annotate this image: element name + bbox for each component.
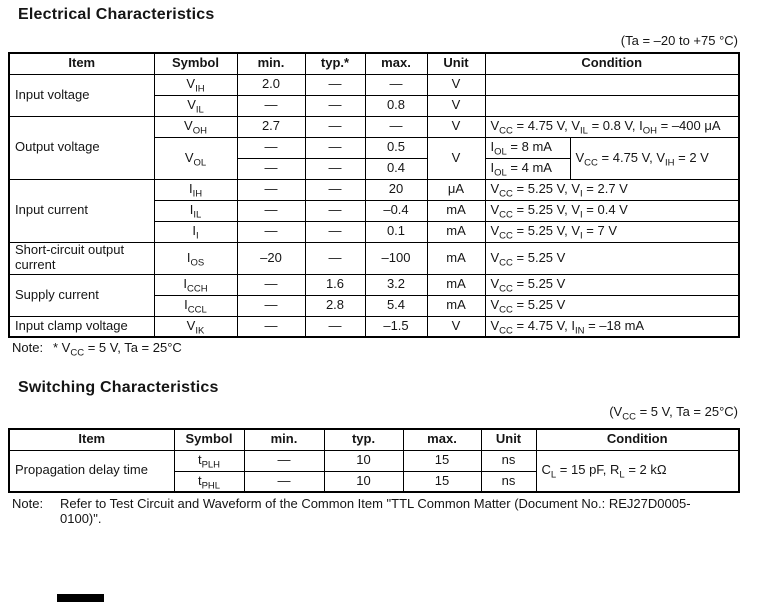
- cell-vol2-typ: —: [305, 158, 365, 179]
- col-header-min: min.: [237, 53, 305, 74]
- cell-propdelay-condition: $C_L = 15$ pF, $R_L = 2$ kΩ: [536, 450, 739, 492]
- cell-iccl-typ: 2.8: [305, 295, 365, 316]
- cell-iih-typ: —: [305, 179, 365, 200]
- cell-vil-condition: [485, 95, 739, 116]
- cell-icch-unit: mA: [427, 274, 485, 295]
- electrical-temp-condition: (Ta = –20 to +75 °C): [620, 33, 738, 48]
- col-header-max: max.: [403, 429, 481, 450]
- cell-voh-max: —: [365, 116, 427, 137]
- cell-vik-symbol: $V_{IK}$: [154, 316, 237, 337]
- note-label: Note:: [12, 496, 44, 511]
- footer-logo-fragment: [57, 594, 104, 602]
- cell-tphl-typ: 10: [324, 471, 403, 492]
- cell-tplh-min: —: [244, 450, 324, 471]
- cell-tphl-min: —: [244, 471, 324, 492]
- cell-vik-max: –1.5: [365, 316, 427, 337]
- cell-vol-symbol: $V_{OL}$: [154, 137, 237, 179]
- cell-voh-condition: $V_{CC} = 4.75$ V, $V_{IL} = 0.8$ V, $I_{OH} = -400$ μA: [485, 116, 739, 137]
- cell-ios-typ: —: [305, 242, 365, 274]
- cell-voh-typ: —: [305, 116, 365, 137]
- cell-icch-max: 3.2: [365, 274, 427, 295]
- table-row: [9, 274, 739, 295]
- item-output-voltage: Output voltage: [9, 116, 154, 179]
- cell-tphl-max: 15: [403, 471, 481, 492]
- cell-iil-condition: $V_{CC} = 5.25$ V, $V_I = 0.4$ V: [485, 200, 739, 221]
- cell-vil-unit: V: [427, 95, 485, 116]
- table-row: [9, 116, 739, 137]
- col-header-symbol: Symbol: [154, 53, 237, 74]
- col-header-item: Item: [9, 429, 174, 450]
- col-header-typ: typ.*: [305, 53, 365, 74]
- item-input-current: Input current: [9, 179, 154, 242]
- cell-ios-max: –100: [365, 242, 427, 274]
- cell-vil-min: —: [237, 95, 305, 116]
- cell-iil-max: –0.4: [365, 200, 427, 221]
- cell-iil-min: —: [237, 200, 305, 221]
- switching-section-title: Switching Characteristics: [18, 379, 219, 396]
- cell-iccl-unit: mA: [427, 295, 485, 316]
- col-header-item: Item: [9, 53, 154, 74]
- cell-vol-unit: V: [427, 137, 485, 179]
- cell-tplh-max: 15: [403, 450, 481, 471]
- cell-iccl-min: —: [237, 295, 305, 316]
- cell-tphl-symbol: $t_{PHL}$: [174, 471, 244, 492]
- cell-vil-symbol: $V_{IL}$: [154, 95, 237, 116]
- cell-iccl-symbol: $I_{CCL}$: [154, 295, 237, 316]
- table-row: [9, 316, 739, 337]
- table-row: [9, 242, 739, 274]
- cell-vih-typ: —: [305, 74, 365, 95]
- note-text-line2: 0100)".: [60, 511, 102, 527]
- cell-icch-condition: $V_{CC} = 5.25$ V: [485, 274, 739, 295]
- cell-ii-symbol: $I_I$: [154, 221, 237, 242]
- cell-ios-min: –20: [237, 242, 305, 274]
- cell-vik-typ: —: [305, 316, 365, 337]
- cell-vik-min: —: [237, 316, 305, 337]
- cell-iil-symbol: $I_{IL}$: [154, 200, 237, 221]
- cell-iccl-max: 5.4: [365, 295, 427, 316]
- cell-vol1-condition-left: $I_{OL} = 8$ mA: [485, 137, 570, 158]
- cell-vol2-condition-left: $I_{OL} = 4$ mA: [485, 158, 570, 179]
- cell-vol-condition-right: $V_{CC} = 4.75$ V, $V_{IH} = 2$ V: [570, 137, 739, 179]
- cell-icch-symbol: $I_{CCH}$: [154, 274, 237, 295]
- electrical-note: [12, 340, 182, 359]
- cell-voh-symbol: $V_{OH}$: [154, 116, 237, 137]
- cell-ii-typ: —: [305, 221, 365, 242]
- switching-characteristics-table: [8, 428, 740, 493]
- cell-voh-unit: V: [427, 116, 485, 137]
- cell-vil-max: 0.8: [365, 95, 427, 116]
- col-header-symbol: Symbol: [174, 429, 244, 450]
- cell-ii-unit: mA: [427, 221, 485, 242]
- cell-tphl-unit: ns: [481, 471, 536, 492]
- cell-iih-symbol: $I_{IH}$: [154, 179, 237, 200]
- cell-ios-condition: $V_{CC} = 5.25$ V: [485, 242, 739, 274]
- col-header-unit: Unit: [481, 429, 536, 450]
- note-text-line1: Refer to Test Circuit and Waveform of the Common Item "TTL Common Matter (Document No.: REJ27D0005-: [60, 496, 691, 511]
- cell-vih-unit: V: [427, 74, 485, 95]
- cell-ios-symbol: $I_{OS}$: [154, 242, 237, 274]
- cell-vih-symbol: $V_{IH}$: [154, 74, 237, 95]
- item-input-clamp-voltage: Input clamp voltage: [9, 316, 154, 337]
- cell-iih-min: —: [237, 179, 305, 200]
- cell-vik-unit: V: [427, 316, 485, 337]
- switching-note: [12, 496, 691, 527]
- item-input-voltage: Input voltage: [9, 74, 154, 116]
- table-row: [9, 179, 739, 200]
- cell-icch-typ: 1.6: [305, 274, 365, 295]
- table-row: [9, 450, 739, 471]
- item-propagation-delay-time: Propagation delay time: [9, 450, 174, 492]
- cell-vih-min: 2.0: [237, 74, 305, 95]
- cell-voh-min: 2.7: [237, 116, 305, 137]
- col-header-unit: Unit: [427, 53, 485, 74]
- cell-tplh-unit: ns: [481, 450, 536, 471]
- cell-iih-unit: μA: [427, 179, 485, 200]
- cell-vol1-min: —: [237, 137, 305, 158]
- cell-tplh-symbol: $t_{PLH}$: [174, 450, 244, 471]
- electrical-characteristics-table: [8, 52, 740, 338]
- note-text: [60, 496, 691, 527]
- item-supply-current: Supply current: [9, 274, 154, 316]
- cell-iih-condition: $V_{CC} = 5.25$ V, $V_I = 2.7$ V: [485, 179, 739, 200]
- table-row: [9, 74, 739, 95]
- note-text: * $V_{CC} = 5$ V, Ta = 25°C: [53, 340, 182, 359]
- col-header-typ: typ.: [324, 429, 403, 450]
- cell-vol1-typ: —: [305, 137, 365, 158]
- col-header-max: max.: [365, 53, 427, 74]
- col-header-condition: Condition: [485, 53, 739, 74]
- cell-vol2-min: —: [237, 158, 305, 179]
- cell-ii-min: —: [237, 221, 305, 242]
- header-row: [9, 53, 739, 74]
- cell-ii-condition: $V_{CC} = 5.25$ V, $V_I = 7$ V: [485, 221, 739, 242]
- cell-iih-max: 20: [365, 179, 427, 200]
- cell-tplh-typ: 10: [324, 450, 403, 471]
- item-short-circuit-output-current: Short-circuit output current: [9, 242, 154, 274]
- cell-vih-max: —: [365, 74, 427, 95]
- cell-vol2-max: 0.4: [365, 158, 427, 179]
- note-label: Note:: [12, 340, 44, 355]
- col-header-condition: Condition: [536, 429, 739, 450]
- cell-vik-condition: $V_{CC} = 4.75$ V, $I_{IN} = -18$ mA: [485, 316, 739, 337]
- electrical-section-title: Electrical Characteristics: [18, 6, 215, 23]
- col-header-min: min.: [244, 429, 324, 450]
- header-row: [9, 429, 739, 450]
- cell-vih-condition: [485, 74, 739, 95]
- cell-icch-min: —: [237, 274, 305, 295]
- cell-iccl-condition: $V_{CC} = 5.25$ V: [485, 295, 739, 316]
- cell-ios-unit: mA: [427, 242, 485, 274]
- switching-temp-condition: ($V_{CC} = 5$ V, Ta = 25°C): [609, 404, 738, 423]
- cell-vol1-max: 0.5: [365, 137, 427, 158]
- cell-iil-typ: —: [305, 200, 365, 221]
- cell-iil-unit: mA: [427, 200, 485, 221]
- cell-vil-typ: —: [305, 95, 365, 116]
- cell-ii-max: 0.1: [365, 221, 427, 242]
